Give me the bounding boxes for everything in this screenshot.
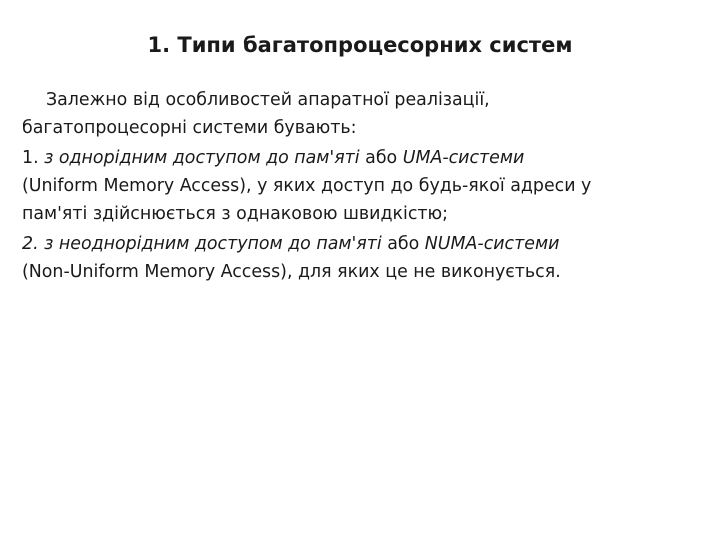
item1-line-2: (Uniform Memory Access), у яких доступ до будь-якої адреси у [22, 176, 592, 196]
item2-line-2: (Non-Uniform Memory Access), для яких це не виконується. [22, 262, 561, 282]
slide-title: 1. Типи багатопроцесорних систем [147, 33, 573, 57]
item1-connector: або [359, 148, 403, 168]
list-item-numa [22, 230, 702, 286]
item1-number: 1. [22, 148, 39, 168]
intro-paragraph [22, 86, 702, 142]
item1-line-3: пам'яті здійснюється з однаковою швидкістю; [22, 204, 449, 224]
item2-term: NUMA-системи [424, 234, 560, 254]
item2-connector: або [381, 234, 425, 254]
item2-number: 2. [22, 234, 39, 254]
item1-italic-part: з однорідним доступом до пам'яті [38, 148, 360, 168]
item2-italic-part: з неоднорідним доступом до пам'яті [38, 234, 382, 254]
list-item-uma [22, 144, 702, 228]
intro-line-1: Залежно від особливостей апаратної реалізації, [46, 90, 490, 110]
slide-body [22, 86, 702, 288]
item1-term: UMA-системи [402, 148, 525, 168]
intro-line-2: багатопроцесорні системи бувають: [22, 118, 357, 138]
